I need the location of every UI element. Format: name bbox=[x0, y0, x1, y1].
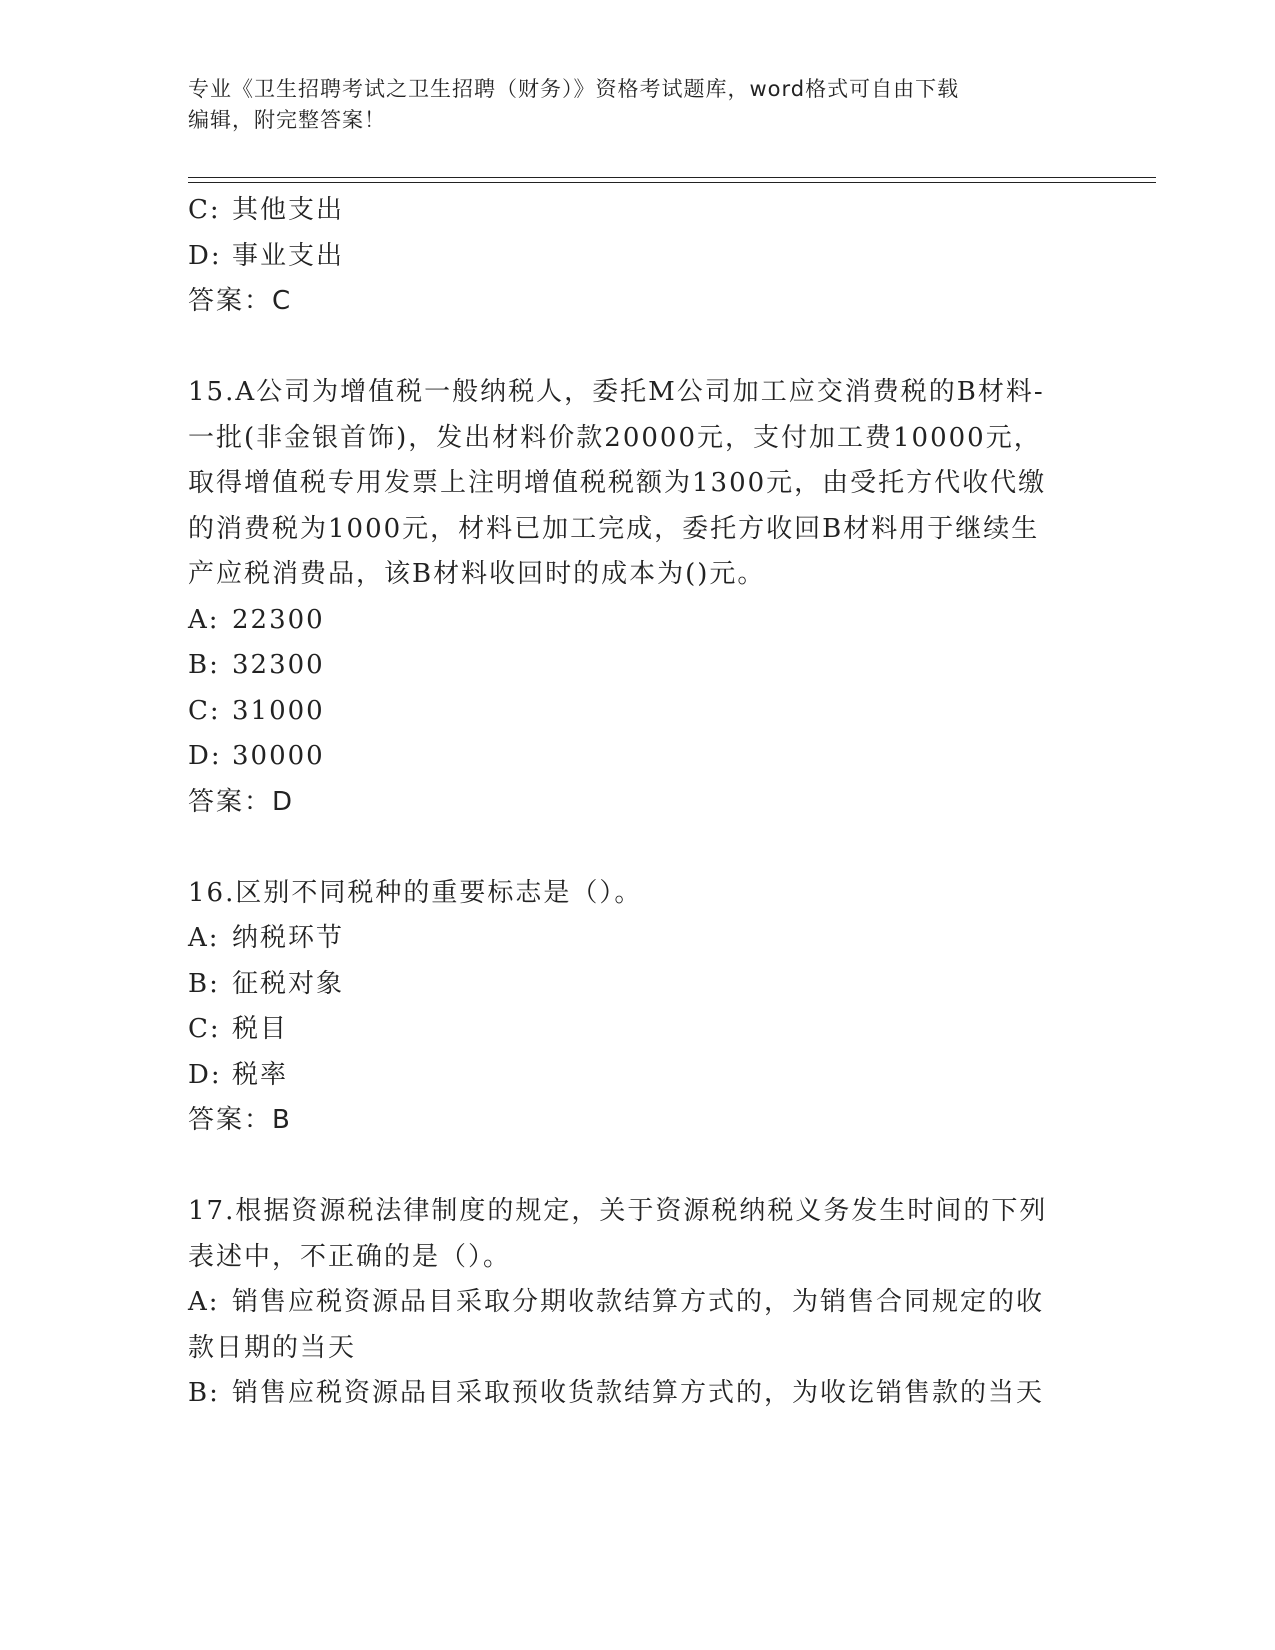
option-a: A: 纳税环节 bbox=[188, 923, 345, 953]
q16-answer: 答案：B bbox=[188, 1105, 292, 1135]
q15-line-5: 产应税消费品，该B材料收回时的成本为()元。 bbox=[188, 559, 766, 589]
spacer bbox=[188, 825, 1088, 871]
option-d: D: 30000 bbox=[188, 741, 325, 771]
spacer bbox=[188, 325, 1088, 371]
q17-stem bbox=[188, 1189, 1088, 1280]
q15-answer: 答案：D bbox=[188, 786, 295, 817]
q14-options bbox=[188, 188, 1088, 279]
q14-answer: 答案：C bbox=[188, 286, 293, 316]
option-b: B: 征税对象 bbox=[188, 968, 345, 999]
q17-line-2: 表述中，不正确的是（）。 bbox=[188, 1241, 512, 1272]
option-b: B: 32300 bbox=[188, 650, 325, 680]
spacer bbox=[188, 1144, 1088, 1190]
page-header bbox=[188, 74, 1068, 136]
option-d: D: 事业支出 bbox=[188, 240, 345, 271]
q15-stem bbox=[188, 370, 1088, 598]
question-content bbox=[188, 188, 1088, 1417]
option-c: C: 税目 bbox=[188, 1014, 289, 1044]
option-a-continued: 款日期的当天 bbox=[188, 1332, 357, 1363]
header-divider bbox=[188, 177, 1156, 183]
q15-line-3: 取得增值税专用发票上注明增值税税额为1300元，由受托方代收代缴 bbox=[188, 468, 1047, 498]
q17-line-1: 17.根据资源税法律制度的规定，关于资源税纳税义务发生时间的下列 bbox=[188, 1196, 1048, 1226]
option-b: B: 销售应税资源品目采取预收货款结算方式的，为收讫销售款的当天 bbox=[188, 1378, 1045, 1408]
q15-line-4: 的消费税为1000元，材料已加工完成，委托方收回B材料用于继续生 bbox=[188, 513, 1040, 544]
option-a: A: 销售应税资源品目采取分期收款结算方式的，为销售合同规定的收 bbox=[188, 1287, 1045, 1317]
q15-line-1: 15.A公司为增值税一般纳税人，委托M公司加工应交消费税的B材料- bbox=[188, 377, 1045, 407]
q17-options bbox=[188, 1280, 1088, 1417]
header-line-1: 专业《卫生招聘考试之卫生招聘（财务）》资格考试题库，word格式可自由下载 bbox=[188, 77, 960, 101]
option-d: D: 税率 bbox=[188, 1059, 289, 1090]
option-c: C: 31000 bbox=[188, 695, 325, 726]
q16-stem bbox=[188, 871, 1088, 917]
option-a: A: 22300 bbox=[188, 604, 325, 635]
q15-line-2: 一批(非金银首饰)，发出材料价款20000元，支付加工费10000元， bbox=[188, 422, 1042, 453]
q16-options bbox=[188, 916, 1088, 1098]
q16-line-1: 16.区别不同税种的重要标志是（）。 bbox=[188, 877, 643, 908]
header-line-2: 编辑，附完整答案！ bbox=[188, 108, 386, 132]
q15-options bbox=[188, 598, 1088, 780]
option-c: C: 其他支出 bbox=[188, 195, 345, 225]
